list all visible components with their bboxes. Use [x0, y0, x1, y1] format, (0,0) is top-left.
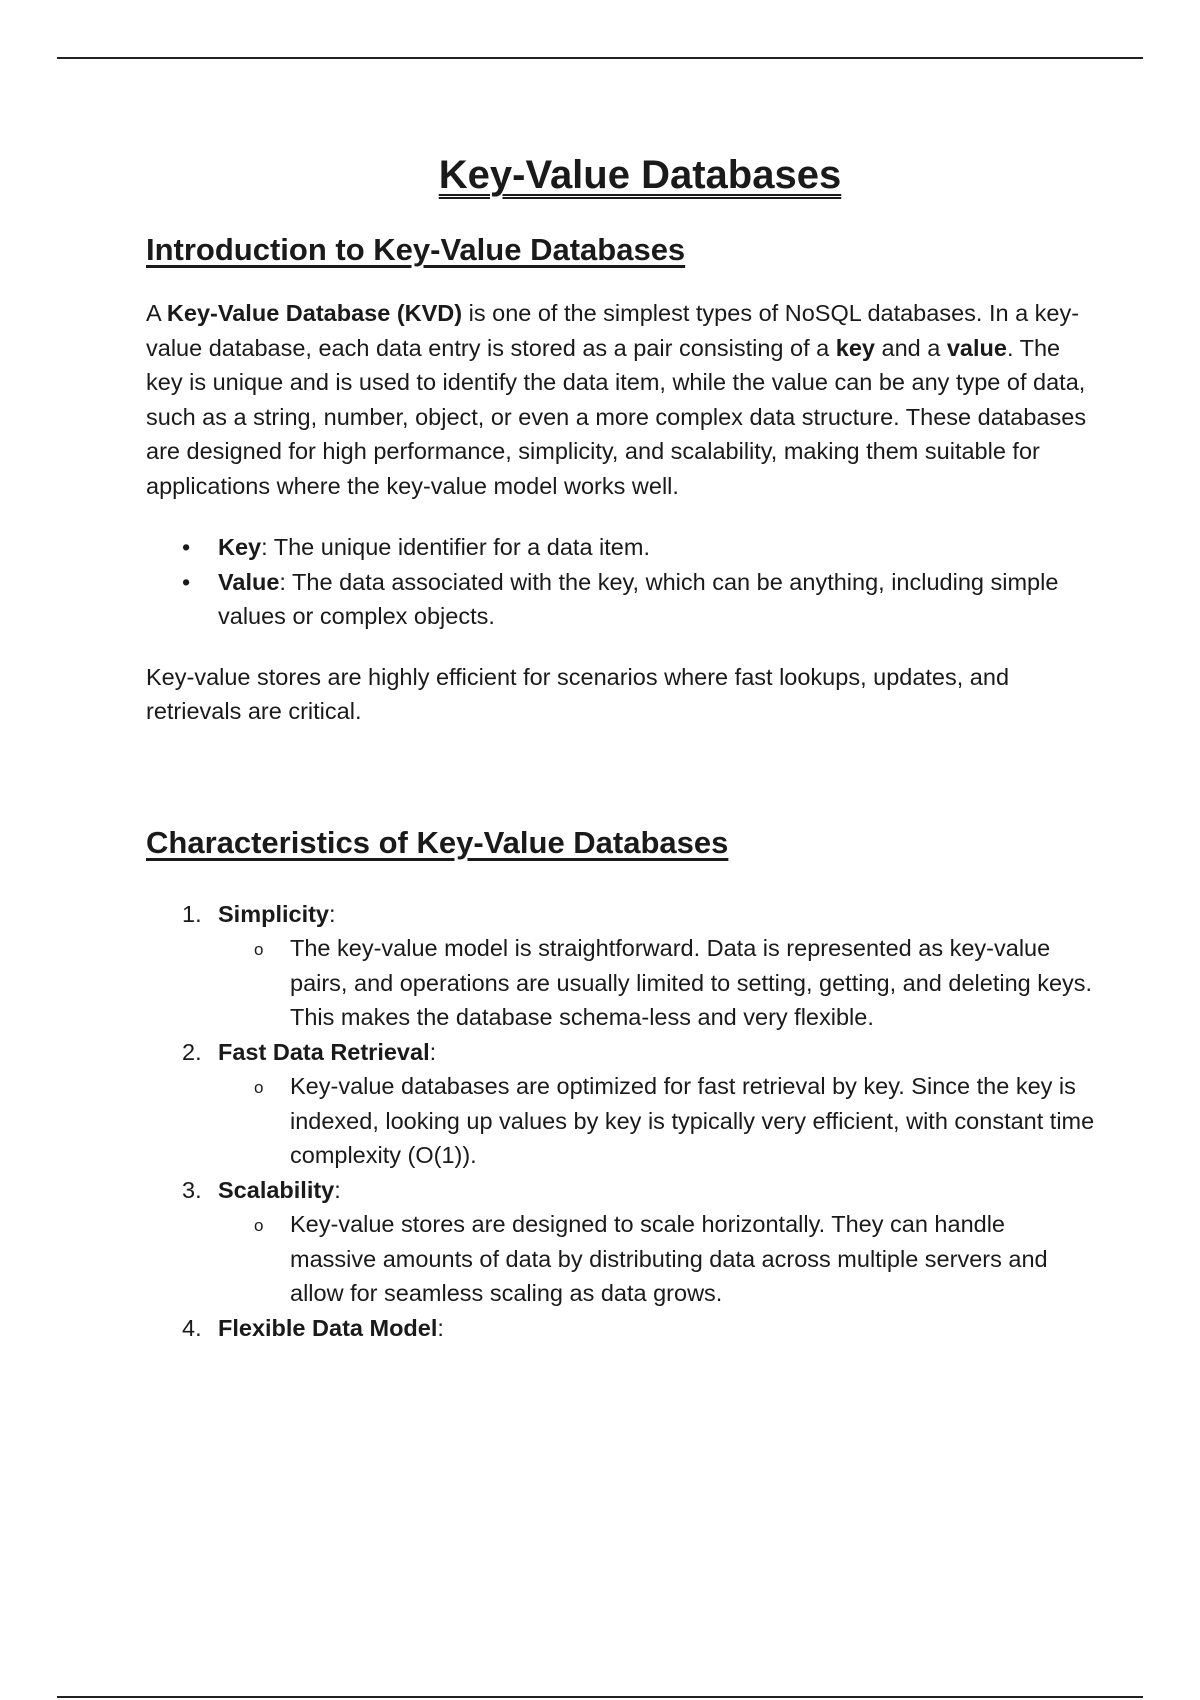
- bullet-icon: •: [182, 568, 191, 595]
- document-page: [146, 140, 1096, 1345]
- sub-item-text: The key-value model is straightforward. Data is represented as key-value pairs, and operations are usually limited to setting, getting, and deleting keys. This makes the database schema-less and very flexible.: [290, 935, 1093, 1030]
- list-number: 3.: [182, 1176, 202, 1203]
- sub-item: [218, 931, 1096, 1035]
- intro-text-1: A: [146, 300, 167, 326]
- list-term: Fast Data Retrieval: [218, 1038, 430, 1065]
- bullet-item-value: [182, 565, 1096, 634]
- list-colon: :: [437, 1314, 444, 1341]
- list-number: 2.: [182, 1038, 202, 1065]
- list-number: 4.: [182, 1314, 202, 1341]
- circle-bullet-icon: o: [254, 940, 264, 959]
- sub-item-text: Key-value stores are designed to scale horizontally. They can handle massive amounts of data by distributing data across multiple servers and allow for seamless scaling as data grows.: [290, 1211, 1048, 1306]
- list-term: Simplicity: [218, 900, 330, 927]
- header-rule: [57, 57, 1143, 59]
- sub-item: [218, 1207, 1096, 1311]
- intro-closing-paragraph: Key-value stores are highly efficient for scenarios where fast lookups, updates, and retrievals are critical.: [146, 663, 1010, 724]
- intro-bold-value: value: [946, 334, 1007, 361]
- list-item-simplicity: [182, 897, 1096, 1035]
- list-item-scalability: [182, 1173, 1096, 1311]
- intro-text-2: is one of the simplest types of NoSQL databases. In a key-value database, each data entry is stored as a pair consisting of a: [146, 300, 1080, 361]
- footer-rule: [57, 1696, 1143, 1698]
- list-item-fast-retrieval: [182, 1035, 1096, 1173]
- intro-bold-kvd: Key-Value Database (KVD): [166, 300, 463, 326]
- intro-bold-key: key: [835, 334, 875, 361]
- circle-bullet-icon: o: [254, 1078, 264, 1097]
- list-item-flexible-model: [182, 1311, 1096, 1346]
- list-number: 1.: [182, 900, 202, 927]
- characteristics-heading: Characteristics of Key-Value Databases: [146, 824, 729, 860]
- bullet-item-key: [182, 530, 1096, 565]
- bullet-term: Key: [218, 534, 262, 560]
- intro-text-4: . The key is unique and is used to identify the data item, while the value can be any type of data, such as a string, number, object, or even a more complex data structure. These databases are designed for high performance, simplicity, and scalability, making them suitable for applications where the key-value model works well.: [146, 334, 1087, 499]
- bullet-icon: •: [182, 534, 191, 560]
- bullet-text: : The unique identifier for a data item.: [261, 534, 650, 560]
- intro-heading: Introduction to Key-Value Databases: [146, 232, 686, 267]
- bullet-term: Value: [218, 568, 280, 595]
- intro-text-3: and a: [874, 334, 947, 361]
- sub-item-text: Key-value databases are optimized for fast retrieval by key. Since the key is indexed, looking up values by key is typically very efficient, with constant time complexity (O(1)).: [290, 1073, 1095, 1168]
- bullet-list: [146, 530, 1096, 634]
- bullet-text: : The data associated with the key, which can be anything, including simple values or complex objects.: [218, 568, 1059, 629]
- sub-item: [218, 1069, 1096, 1173]
- circle-bullet-icon: o: [254, 1216, 264, 1235]
- document-title: Key-Value Databases: [438, 153, 842, 197]
- intro-paragraph: [146, 296, 1096, 503]
- list-colon: :: [334, 1176, 341, 1203]
- characteristics-list: [146, 897, 1096, 1346]
- list-colon: :: [429, 1038, 437, 1065]
- list-colon: :: [329, 900, 336, 927]
- list-term: Flexible Data Model: [218, 1314, 438, 1341]
- list-term: Scalability: [218, 1176, 335, 1203]
